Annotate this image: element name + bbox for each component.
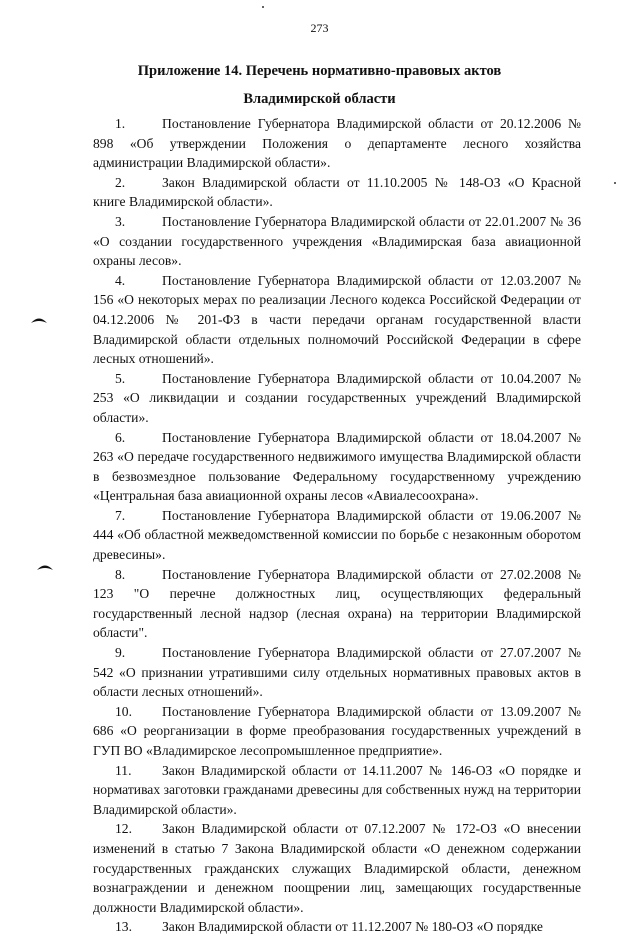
item-number: 9. (115, 645, 126, 661)
list-item (93, 369, 581, 428)
item-number: 10. (115, 703, 132, 719)
item-text: Закон Владимирской области от 11.10.2005 № 148-ОЗ «О Красной книге Владимирской области». (93, 174, 581, 210)
list-item (93, 761, 581, 820)
item-text: Постановление Губернатора Владимирской области от 12.03.2007 № 156 «О некоторых мерах по реализации Лесного кодекса Российской Федерации от 04.12.2006 № 201-ФЗ в части передачи органам государственной власти Владимирской области отдельных полномочий Российской Федерации в сфере лесных отношений». (93, 272, 581, 367)
item-text: Закон Владимирской области от 14.11.2007 № 146-ОЗ «О порядке и нормативах заготовки гражданами древесины для собственных нужд на территории Владимирской области». (93, 762, 581, 817)
item-number: 2. (115, 174, 126, 190)
item-text: Постановление Губернатора Владимирской области от 18.04.2007 № 263 «О передаче государственного недвижимого имущества Владимирской области в безвозмездное пользование Федеральному государственному учреждению «Центральная база авиационной охраны лесов «Авиалесоохрана». (93, 429, 581, 504)
item-text: Закон Владимирской области от 07.12.2007 № 172-ОЗ «О внесении изменений в статью 7 Закона Владимирской области «О денежном содержании государственных гражданских служащих Владимирской области, денежном вознаграждении и денежном поощрении лиц, замещающих государственные должности Владимирской области». (93, 821, 581, 915)
item-text: Постановление Губернатора Владимирской области от 20.12.2006 № 898 «Об утверждении Положения о департаменте лесного хозяйства администрации Владимирской области». (93, 116, 581, 171)
list-item (93, 212, 581, 271)
item-number: 5. (115, 370, 126, 386)
item-number: 12. (115, 821, 132, 837)
list-item (93, 114, 581, 173)
item-text: Постановление Губернатора Владимирской области от 13.09.2007 № 686 «О реорганизации в форме преобразования государственных учреждений в ГУП ВО «Владимирское лесопромышленное предприятие». (93, 703, 581, 758)
item-text: Постановление Губернатора Владимирской области от 19.06.2007 № 444 «Об областной межведомственной комиссии по борьбе с незаконным оборотом древесины». (93, 507, 581, 563)
item-text: Постановление Губернатора Владимирской области от 27.02.2008 № 123 "О перечне должностных лиц, осуществляющих федеральный государственный лесной надзор (лесная охрана) на территории Владимирской области". (93, 566, 581, 641)
item-number: 13. (115, 919, 132, 935)
list-item (93, 702, 581, 761)
item-number: 6. (115, 429, 126, 445)
binding-hole-mark (36, 562, 54, 571)
item-text: Постановление Губернатора Владимирской области от 22.01.2007 № 36 «О создании государственного учреждения «Владимирская база авиационной охраны лесов». (93, 213, 581, 269)
list-item (93, 428, 581, 506)
list-item (93, 917, 581, 937)
item-text: Закон Владимирской области от 11.12.2007 № 180-ОЗ «О порядке (162, 919, 543, 935)
binding-hole-mark (30, 315, 48, 324)
list-item (93, 271, 581, 369)
list-item (93, 819, 581, 917)
item-text: Постановление Губернатора Владимирской области от 10.04.2007 № 253 «О ликвидации и создании государственных учреждений Владимирской области». (93, 370, 581, 425)
item-number: 4. (115, 272, 126, 288)
item-number: 8. (115, 566, 126, 582)
list-item (93, 506, 581, 565)
regulations-list (93, 114, 581, 937)
item-number: 3. (115, 213, 126, 229)
document-subtitle: Владимирской области (243, 91, 396, 107)
scan-speck (262, 6, 264, 8)
page-number: 273 (310, 21, 329, 35)
item-text: Постановление Губернатора Владимирской области от 27.07.2007 № 542 «О признании утратившими силу отдельных нормативных правовых актов в области лесных отношений». (93, 645, 581, 700)
list-item (93, 173, 581, 212)
item-number: 1. (115, 116, 126, 131)
document-title: Приложение 14. Перечень нормативно-правовых актов (137, 63, 502, 79)
scan-speck (614, 182, 616, 184)
list-item (93, 643, 581, 702)
item-number: 11. (115, 762, 132, 778)
item-number: 7. (115, 507, 126, 523)
list-item (93, 565, 581, 643)
